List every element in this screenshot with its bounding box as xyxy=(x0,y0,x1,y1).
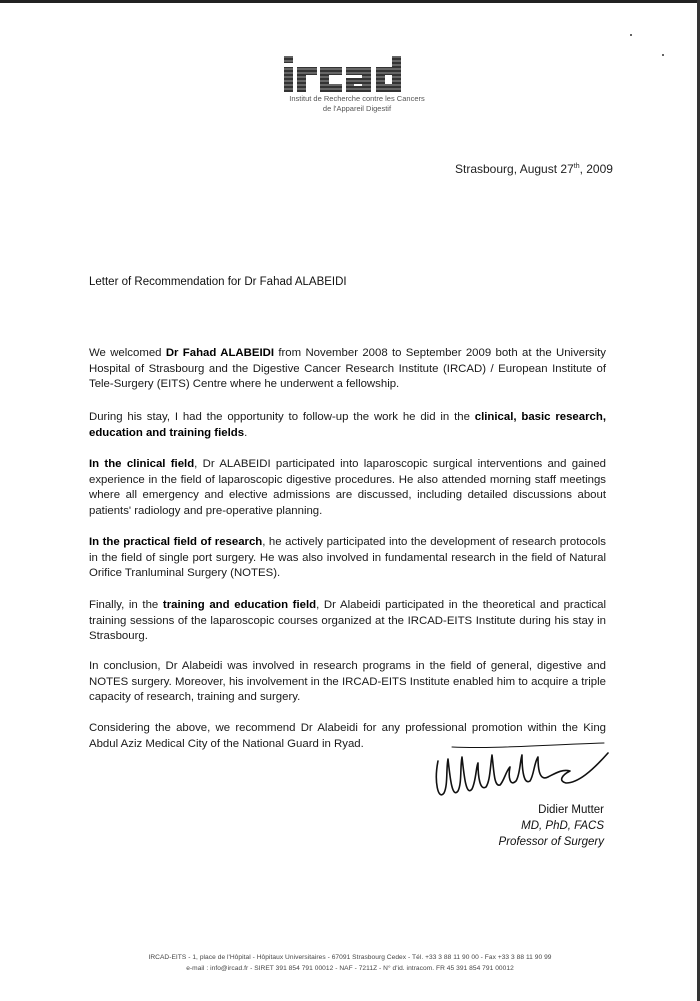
p2-bold: clinical, basic research, education and training fields xyxy=(89,411,606,439)
paragraph-7: Considering the above, we recommend Dr Alabeidi for any professional promotion within the King Abdul Aziz Medical City of the National Guard in Ryad. xyxy=(89,722,606,750)
signer-name: Didier Mutter xyxy=(538,804,604,816)
footer-address: IRCAD-EITS - 1, place de l'Hôpital - Hôpitaux Universitaires - 67091 Strasbourg Cedex - Tél. +33 3 88 11 90 00 - Fax +33 3 88 11 90 99 xyxy=(148,954,552,961)
p1-text-end: from November 2008 to September 2009 both at the University Hospital of Strasbourg and the Digestive Cancer Research Institute (IRCAD) / European Institute of Tele-Surgery (EITS) Centre where he underwent a fellowship. xyxy=(89,347,606,390)
ircad-wordmark-logo xyxy=(282,54,422,94)
scan-edge-top xyxy=(0,0,700,3)
paragraph-1 xyxy=(89,346,606,393)
p2-text-end: . xyxy=(244,426,248,439)
letter-date xyxy=(455,162,613,176)
p4-bold: In the practical field of research xyxy=(89,536,263,548)
p3-bold: In the clinical field xyxy=(89,458,195,470)
paragraph-2 xyxy=(89,410,606,441)
signature-graphic xyxy=(432,741,612,811)
paragraph-4 xyxy=(89,535,606,582)
scan-speck xyxy=(630,34,632,36)
p1-text: We welcomed xyxy=(89,347,166,359)
p4-text: , he actively participated into the development of research protocols in the field of single port surgery. He was also involved in fundamental research in the field of Natural Orifice Tranluminal Surgery (NOTES). xyxy=(89,536,606,579)
signer-degrees: MD, PhD, FACS xyxy=(521,820,604,832)
signer-block xyxy=(499,802,604,850)
p1-bold: Dr Fahad ALABEIDI xyxy=(165,347,275,359)
paragraph-3 xyxy=(89,457,606,519)
logo-subtitle-line2: de l'Appareil Digestif xyxy=(322,104,392,113)
paragraph-5 xyxy=(89,598,606,645)
date-year: , 2009 xyxy=(579,162,613,176)
scan-speck xyxy=(662,54,664,56)
footer-registration: e-mail : info@ircad.fr - SIRET 391 854 791 00012 - NAF - 7211Z - N° d'id. intracom. FR 45 391 854 791 00012 xyxy=(186,965,514,972)
letterhead-footer xyxy=(0,952,700,974)
p3-text: , Dr ALABEIDI participated into laparoscopic surgical interventions and gained experience in the field of laparoscopic digestive procedures. He also attended morning staff meetings where all emergency and elective admissions are discussed, including detailed discussions about patients' radiology and pre-operative planning. xyxy=(89,458,606,517)
signer-title: Professor of Surgery xyxy=(498,836,604,848)
logo-subtitle-line1: Institut de Recherche contre les Cancers xyxy=(289,94,425,103)
p2-text: During his stay, I had the opportunity to follow-up the work he did in the xyxy=(89,411,475,423)
letter-subject: Letter of Recommendation for Dr Fahad ALABEIDI xyxy=(89,276,347,288)
paragraph-6: In conclusion, Dr Alabeidi was involved in research programs in the field of general, digestive and NOTES surgery. Moreover, his involvement in the IRCAD-EITS Institute enabled him to acquire a triple capacity of research, training and surgery. xyxy=(89,660,606,703)
p5-bold: training and education field xyxy=(162,599,317,611)
date-text: Strasbourg, August 27 xyxy=(455,162,574,176)
p5-text-end: , Dr Alabeidi participated in the theoretical and practical training sessions of the laparoscopic courses organized at the IRCAD-EITS Institute during his stay in Strasbourg. xyxy=(89,599,607,642)
date-ordinal: th xyxy=(573,163,580,170)
ircad-logo xyxy=(282,54,432,114)
logo-subtitle xyxy=(272,94,442,114)
p5-text: Finally, in the xyxy=(89,599,163,611)
